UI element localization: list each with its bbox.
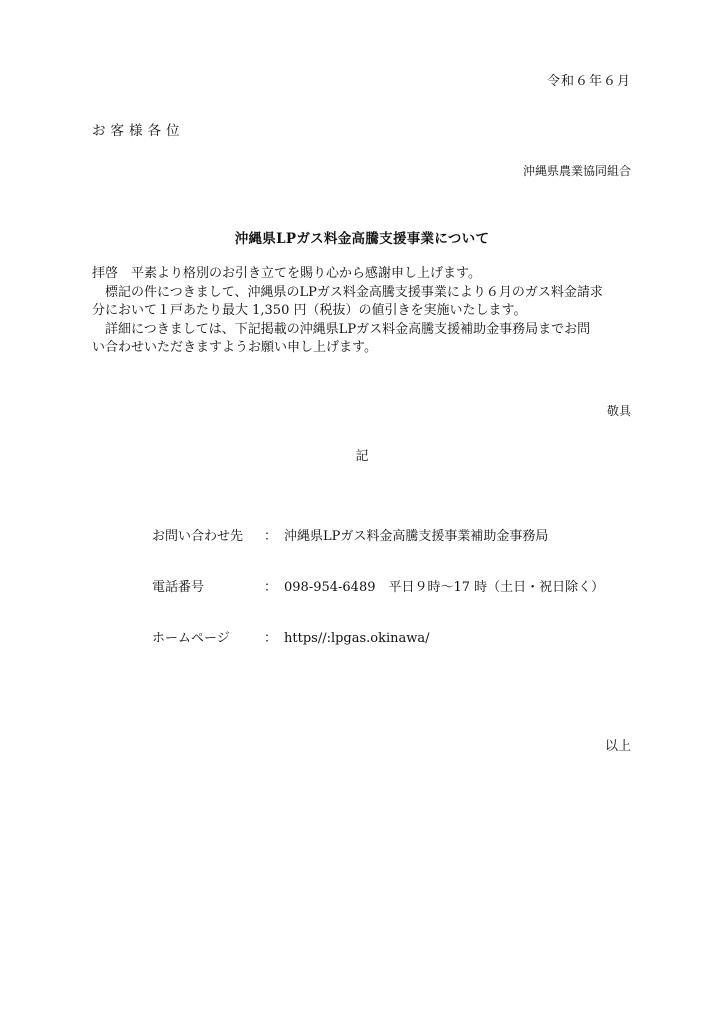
sender-name: 沖縄県農業協同組合 <box>522 164 631 178</box>
web-label: ホームページ <box>152 631 230 646</box>
contact-inquiry-row <box>152 525 548 544</box>
closing-ijou: 以上 <box>604 739 631 754</box>
web-separator: ： <box>264 631 278 646</box>
body-line-5: い合わせいただきますようお願い申し上げます。 <box>92 340 377 355</box>
contact-web-row <box>152 627 430 646</box>
body-line-4: 詳細につきましては、下記掲載の沖縄県LPガス料金高騰支援補助金事務局までお問 <box>92 321 591 337</box>
contact-phone-row <box>152 576 604 595</box>
phone-separator: ： <box>264 580 278 595</box>
recipient-line: お客様各位 <box>92 123 185 139</box>
body-line-2: 標記の件につきまして、沖縄県のLPガス料金高騰支援事業により６月のガス料金請求 <box>92 284 603 300</box>
closing-keigu: 敬具 <box>606 404 631 418</box>
document-title: 沖縄県LPガス料金高騰支援事業について <box>234 231 490 247</box>
ki-heading: 記 <box>355 449 369 464</box>
phone-label: 電話番号 <box>152 580 205 595</box>
inquiry-label: お問い合わせ先 <box>152 529 244 544</box>
phone-value: 098-954-6489 平日９時～17 時（土日・祝日除く） <box>284 580 605 595</box>
issue-date: 令和６年６月 <box>546 74 631 89</box>
inquiry-separator: ： <box>264 529 278 544</box>
body-line-3: 分において１戸あたり最大 1,350 円（税抜）の値引きを実施いたします。 <box>92 303 527 318</box>
web-url: https//:lpgas.okinawa/ <box>284 631 430 646</box>
body-line-greeting: 拝啓 平素より格別のお引き立てを賜り心から感謝申し上げます。 <box>92 266 481 281</box>
inquiry-value: 沖縄県LPガス料金高騰支援事業補助金事務局 <box>284 529 549 544</box>
body-paragraphs <box>92 265 632 358</box>
